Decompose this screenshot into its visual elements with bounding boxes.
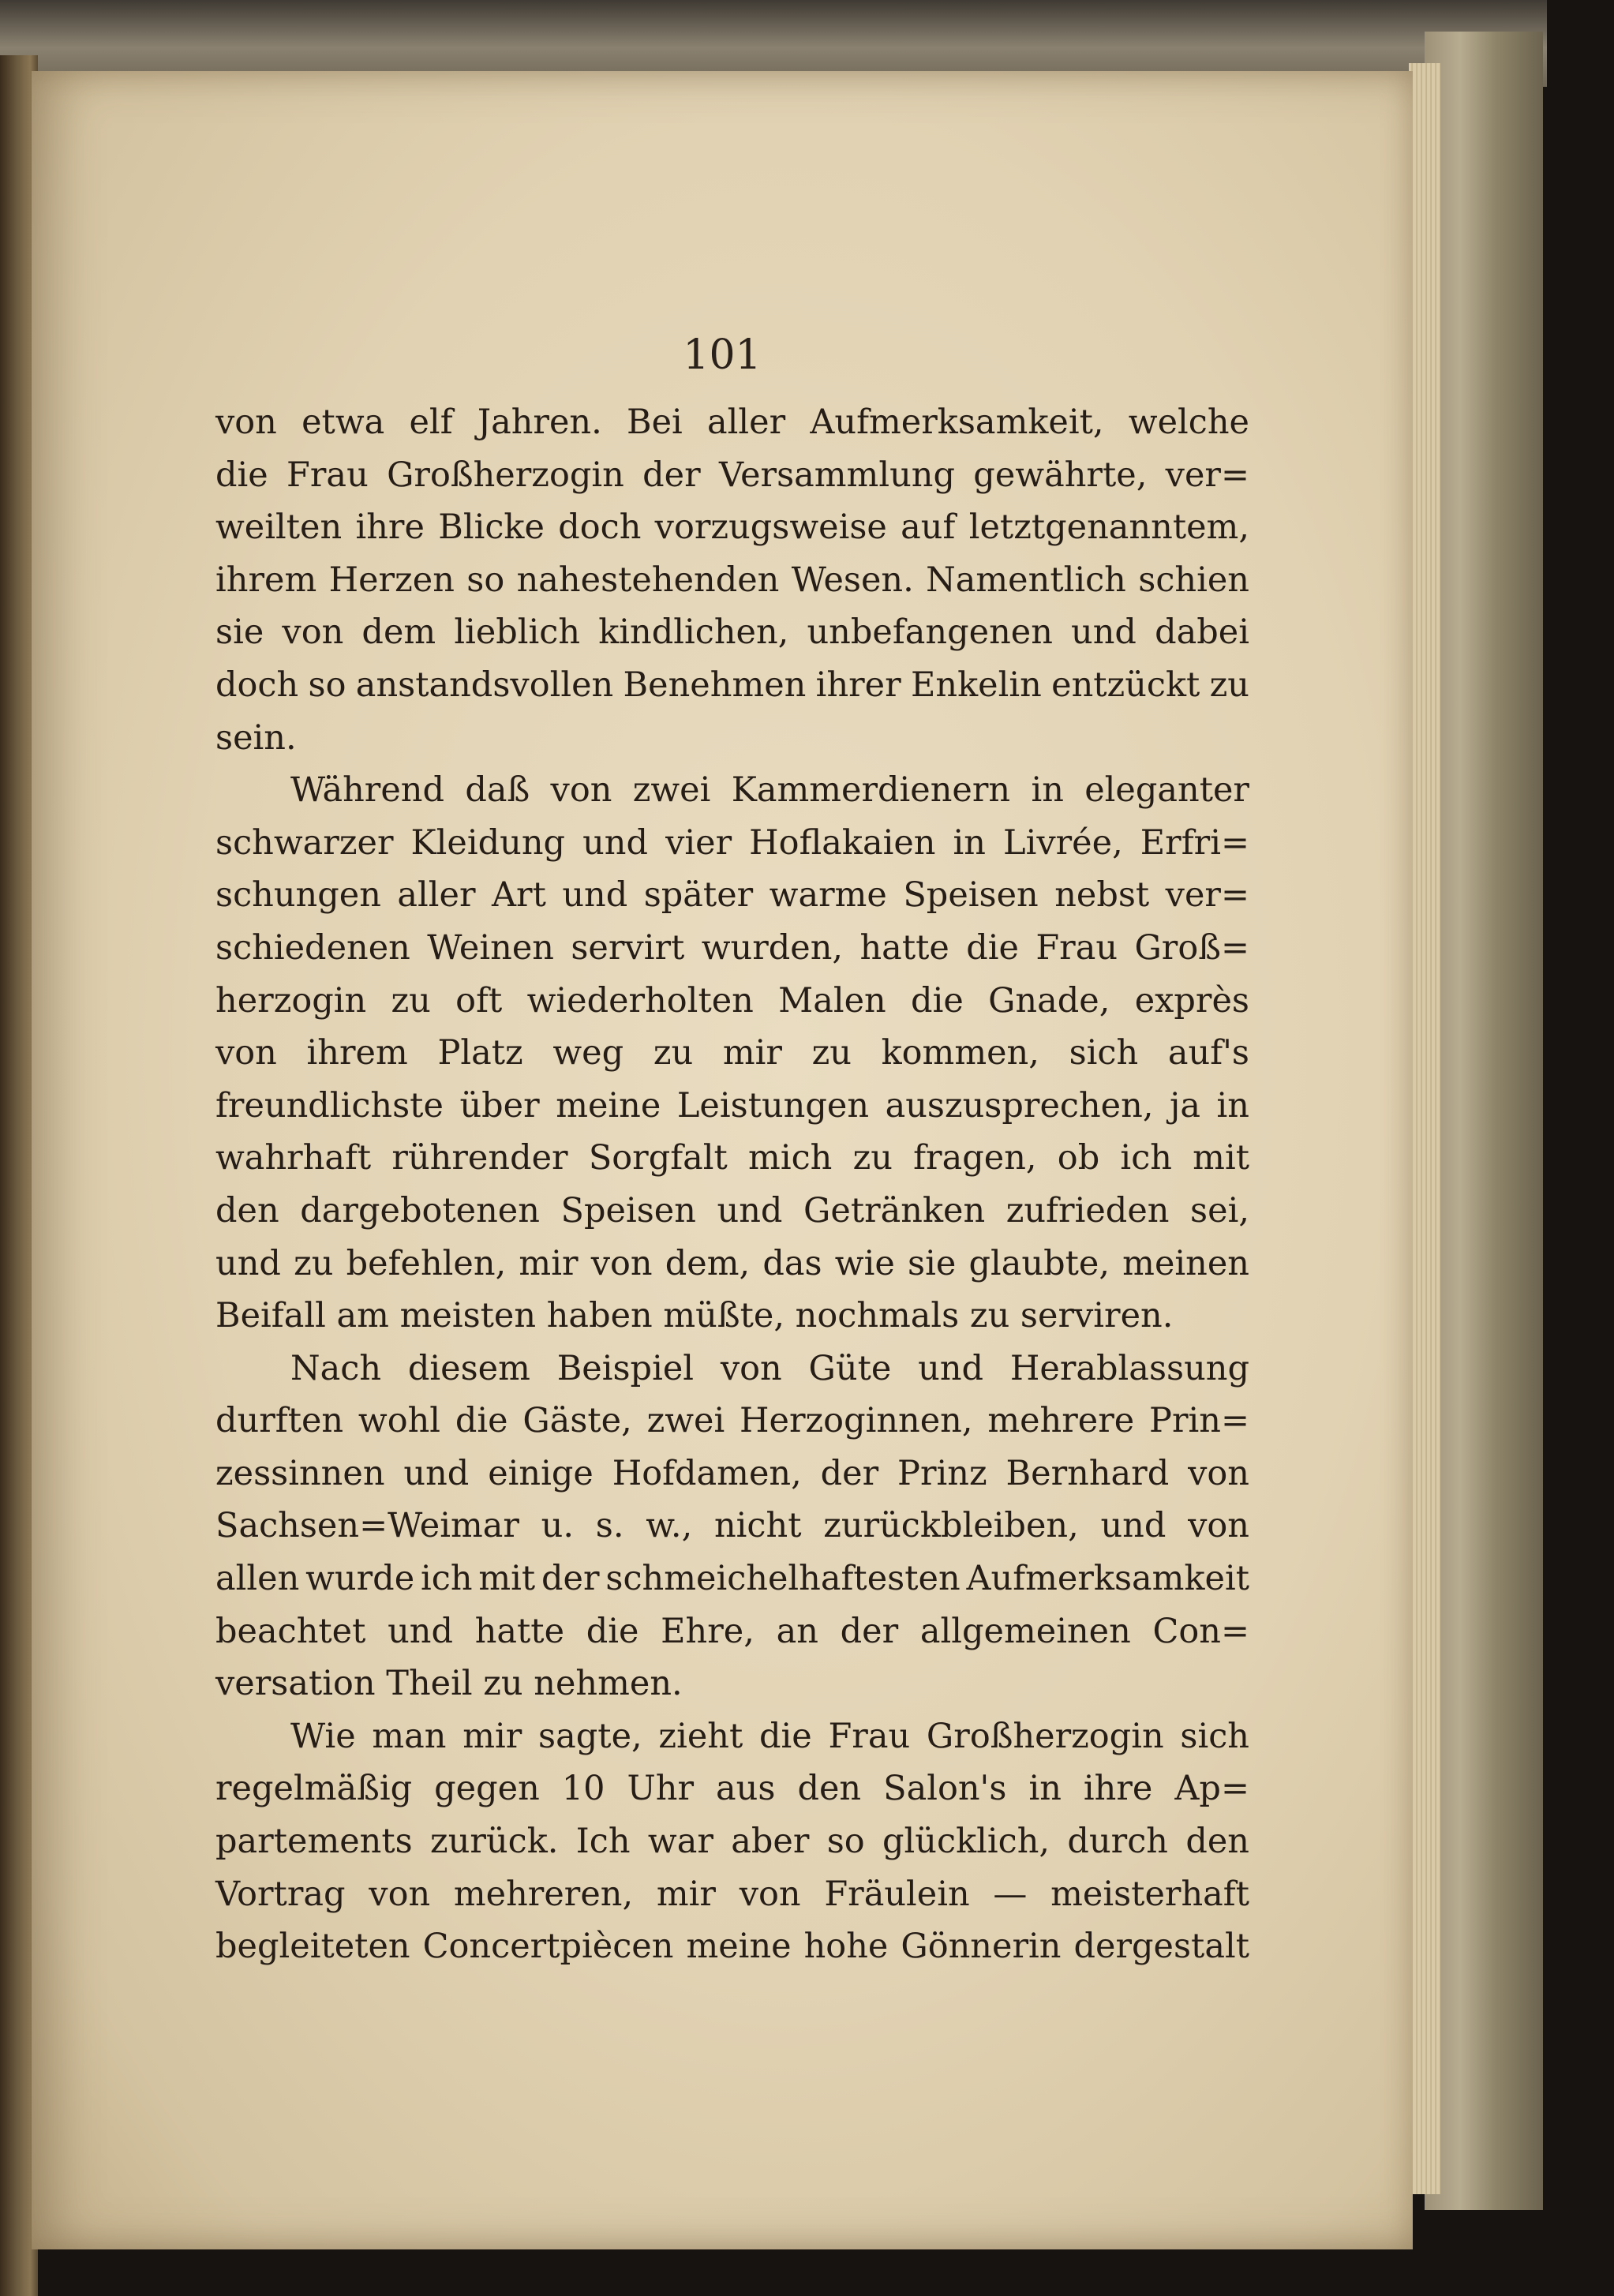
text-line: durften wohl die Gäste, zwei Herzoginnen, mehrere Prin= [215,1401,1249,1441]
body-text [215,396,1249,1973]
text-line: schwarzer Kleidung und vier Hoflakaien in Livrée, Erfri= [215,822,1249,863]
page-block-edges [1409,63,1440,2194]
text-line: regelmäßig gegen 10 Uhr aus den Salon's in ihre Ap= [215,1769,1249,1809]
text-line: Wie man mir sagte, zieht die Frau Großherzogin sich [290,1716,1249,1756]
text-line: partements zurück. Ich war aber so glücklich, durch den [215,1822,1249,1862]
text-line: die Frau Großherzogin der Versammlung gewährte, ver= [215,455,1249,495]
text-line: herzogin zu oft wiederholten Malen die Gnade, exprès [215,980,1249,1021]
text-line: schungen aller Art und später warme Speisen nebst ver= [215,875,1249,916]
text-line: Während daß von zwei Kammerdienern in eleganter [290,770,1249,811]
paragraph-2 [215,764,1249,1343]
text-line: weilten ihre Blicke doch vorzugsweise auf letztgenanntem, [215,508,1249,548]
text-line: und zu befehlen, mir von dem, das wie sie glaubte, meinen [215,1243,1249,1283]
text-line: Beifall am meisten haben müßte, nochmals zu serviren. [215,1296,1174,1336]
text-line: versation Theil zu nehmen. [215,1664,683,1704]
text-line: von etwa elf Jahren. Bei aller Aufmerksamkeit, welche [215,403,1249,442]
text-line: den dargebotenen Speisen und Getränken zufrieden sei, [215,1190,1249,1230]
text-line: allen wurde ich mit der schmeichelhaftesten Aufmerksamkeit [215,1559,1249,1599]
book-page [32,71,1413,2249]
text-line: schiedenen Weinen servirt wurden, hatte die Frau Groß= [215,927,1249,968]
text-line: sein. [215,717,297,758]
text-line: beachtet und hatte die Ehre, an der allgemeinen Con= [215,1611,1249,1651]
text-line: begleiteten Concertpiècen meine hohe Gönnerin dergestalt [215,1927,1249,1967]
text-line: zessinnen und einige Hofdamen, der Prinz Bernhard von [215,1453,1249,1493]
text-line: sie von dem lieblich kindlichen, unbefangenen und dabei [215,612,1249,653]
text-line: ihrem Herzen so nahestehenden Wesen. Namentlich schien [215,560,1249,600]
paragraph-4 [215,1710,1249,1973]
page-number: 101 [683,331,762,379]
paragraph-3 [215,1343,1249,1710]
book-cover-right-edge [1425,32,1543,2210]
text-line: wahrhaft rührender Sorgfalt mich zu fragen, ob ich mit [215,1138,1249,1178]
text-line: Vortrag von mehreren, mir von Fräulein — meisterhaft [215,1874,1249,1914]
text-line: Nach diesem Beispiel von Güte und Herablassung [290,1348,1249,1388]
paragraph-1 [215,396,1249,764]
text-line: doch so anstandsvollen Benehmen ihrer Enkelin entzückt zu [215,665,1249,705]
text-line: freundlichste über meine Leistungen auszusprechen, ja in [215,1085,1249,1126]
text-line: Sachsen=Weimar u. s. w., nicht zurückbleiben, und von [215,1506,1249,1546]
text-line: von ihrem Platz weg zu mir zu kommen, sich auf's [215,1033,1249,1073]
